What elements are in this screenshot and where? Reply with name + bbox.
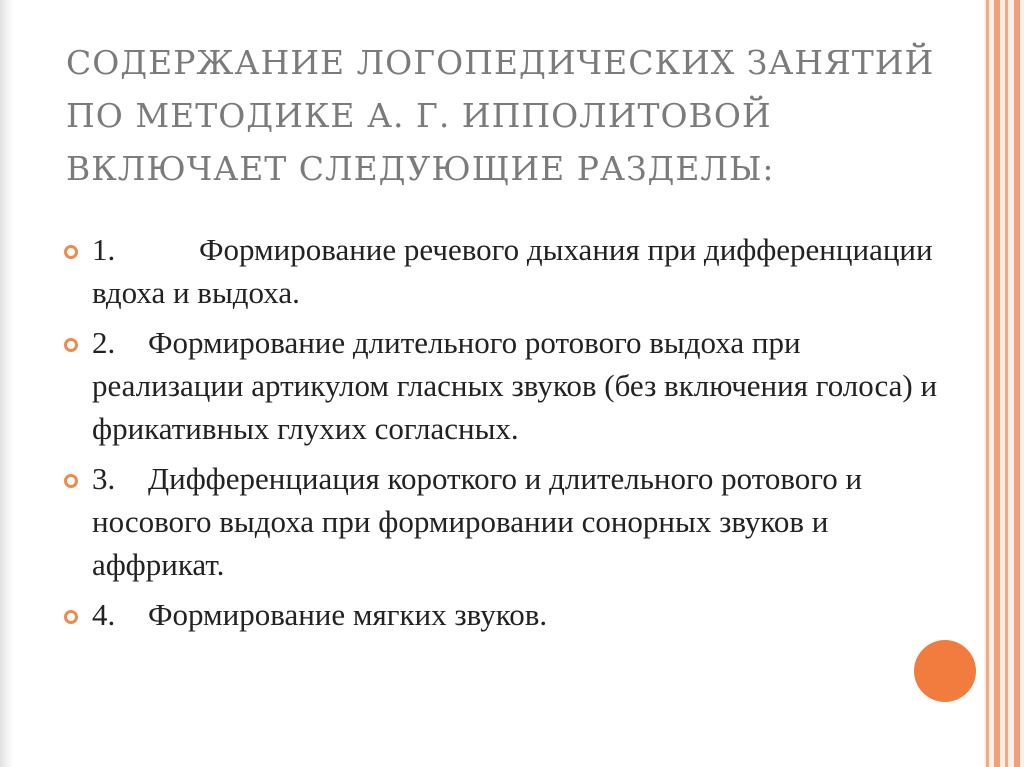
list-item [60,593,940,636]
section-list [60,228,940,643]
decorative-stripe [1005,0,1008,767]
slide-title: СОДЕРЖАНИЕ ЛОГОПЕДИЧЕСКИХ ЗАНЯТИЙ ПО МЕТОДИКЕ А. Г. ИППОЛИТОВОЙ ВКЛЮЧАЕТ СЛЕДУЮЩИЕ РАЗДЕЛЫ: [66,43,935,188]
list-item-label: Дифференциация короткого и длительного ротового и носового выдоха при формировании сонорных звуков и аффрикат. [92,461,863,582]
circle-bullet-icon [64,474,78,488]
list-item-number: 4. [92,597,116,632]
list-item-label: Формирование длительного ротового выдоха при реализации артикулом гласных звуков (без включения голоса) и фрикативных глухих согласных. [92,325,938,446]
list-item-number: 1. [92,232,116,267]
circle-bullet-icon [64,610,78,624]
left-edge-shadow [0,0,14,767]
list-item [60,228,940,314]
list-item-label: Формирование мягких звуков. [148,597,548,632]
list-item-text [92,457,940,586]
list-item-number: 2. [92,325,116,360]
list-item-text [92,321,940,450]
decorative-circle [914,640,976,702]
list-item-number: 3. [92,461,116,496]
list-item-label: Формирование речевого дыхания при дифференциации вдоха и выдоха. [92,232,933,310]
decorative-stripe [994,0,1000,767]
decorative-stripe [986,0,989,767]
circle-bullet-icon [64,245,78,259]
list-item-text [92,228,940,314]
list-item-text [92,593,940,636]
decorative-stripe [1014,0,1020,767]
circle-bullet-icon [64,338,78,352]
list-item [60,457,940,586]
list-item [60,321,940,450]
